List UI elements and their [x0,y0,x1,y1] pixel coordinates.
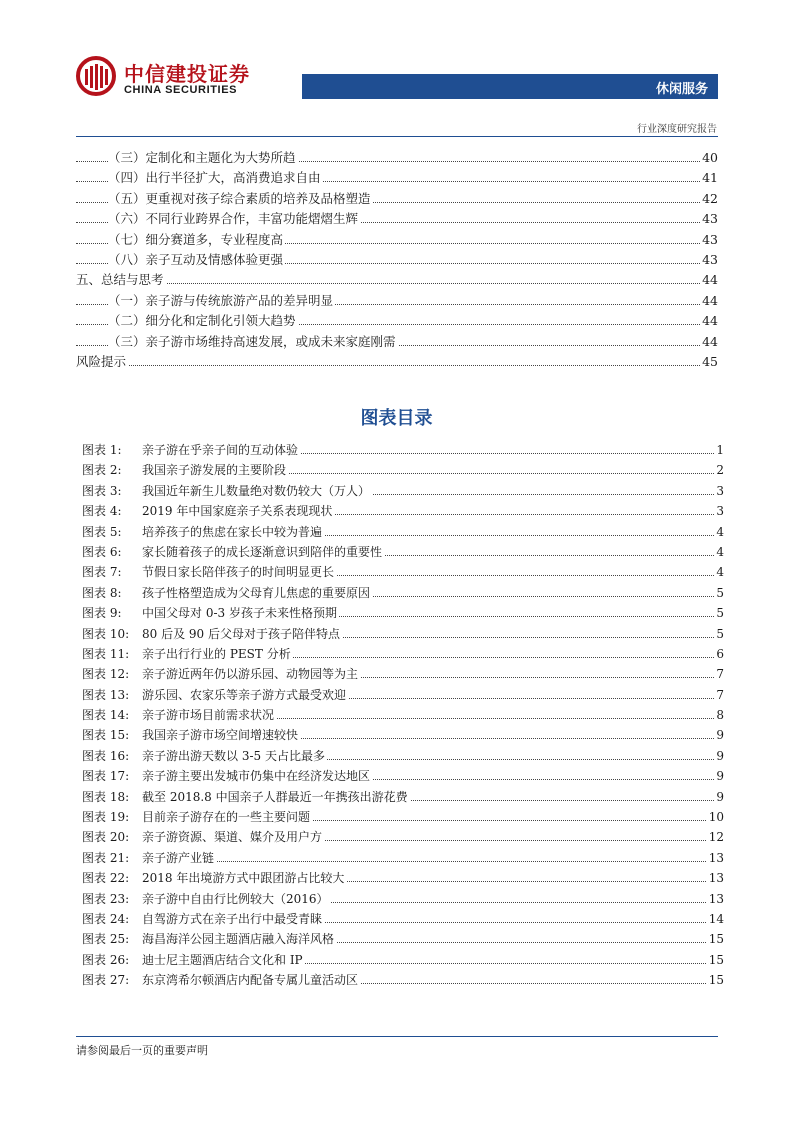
figure-entry-label: 培养孩子的焦虑在家长中较为普遍 [142,522,324,542]
toc-entry[interactable] [76,230,718,250]
figure-entry-number: 图表 24: [82,911,130,926]
figures-title: 图表目录 [360,408,433,429]
toc-entry[interactable] [76,332,718,352]
figure-entry[interactable] [82,909,724,929]
dot-leader [76,283,718,284]
figure-entry-page: 9 [714,725,724,745]
figure-entry[interactable] [82,970,724,990]
figure-entry-page: 7 [714,664,724,684]
figure-entry-page: 4 [714,522,724,542]
figure-entry[interactable] [82,603,724,623]
figure-entry-page: 8 [714,705,724,725]
figure-entry-page: 3 [714,501,724,521]
figure-entry[interactable] [82,542,724,562]
figure-entry[interactable] [82,827,724,847]
figure-entry-label: 我国亲子游市场空间增速较快 [142,725,300,745]
figure-entry-label: 东京湾希尔顿酒店内配备专属儿童活动区 [142,970,360,990]
toc-entry-page: 44 [700,332,718,352]
footer-divider [76,1036,718,1037]
figure-entry-number: 图表 13: [82,687,130,702]
toc-entry[interactable] [76,270,718,290]
toc-entry-label: （七）细分赛道多，专业程度高 [108,230,285,250]
figure-entry[interactable] [82,481,724,501]
table-of-contents [76,148,718,372]
figure-entry[interactable] [82,522,724,542]
toc-entry[interactable] [76,250,718,270]
figure-entry[interactable] [82,868,724,888]
figure-entry-number: 图表 21: [82,850,130,865]
figure-entry-label: 我国亲子游发展的主要阶段 [142,460,288,480]
toc-entry-page: 42 [700,189,718,209]
toc-entry-label: 五、总结与思考 [76,270,166,290]
toc-entry-page: 43 [700,250,718,270]
figure-entry-number: 图表 10: [82,626,130,641]
figure-entry[interactable] [82,807,724,827]
figure-entry-page: 15 [707,970,724,990]
figure-entry-page: 15 [707,950,724,970]
footer-disclaimer-note: 请参阅最后一页的重要声明 [76,1044,208,1057]
page-header [0,0,793,135]
toc-entry-page: 44 [700,311,718,331]
toc-entry[interactable] [76,189,718,209]
figure-entry-label: 亲子游在乎亲子间的互动体验 [142,440,300,460]
figure-entry-label: 家长随着孩子的成长逐渐意识到陪伴的重要性 [142,542,384,562]
figure-entry-page: 5 [714,583,724,603]
figure-entry[interactable] [82,889,724,909]
figure-entry-number: 图表 20: [82,830,130,845]
toc-entry-page: 41 [700,168,718,188]
figure-entry-label: 节假日家长陪伴孩子的时间明显更长 [142,562,336,582]
figure-entry-page: 12 [707,827,724,847]
figure-entry-label: 2019 年中国家庭亲子关系表现现状 [142,501,334,521]
figure-entry[interactable] [82,624,724,644]
figure-entry[interactable] [82,583,724,603]
figure-entry-label: 亲子游中自由行比例较大（2016） [142,889,331,909]
figure-entry-page: 3 [714,481,724,501]
figure-entry-number: 图表 17: [82,769,130,784]
figure-entry[interactable] [82,460,724,480]
figure-entry-page: 10 [707,807,724,827]
toc-entry-label: （三）亲子游市场维持高速发展，或成未来家庭刚需 [108,332,398,352]
figure-entry-page: 9 [714,746,724,766]
figure-entry[interactable] [82,746,724,766]
figure-entry-number: 图表 16: [82,748,130,763]
toc-entry-page: 40 [700,148,718,168]
figure-entry-page: 15 [707,929,724,949]
toc-entry[interactable] [76,168,718,188]
figure-entry-label: 亲子出行行业的 PEST 分析 [142,644,293,664]
figure-entry-label: 自驾游方式在亲子出行中最受青睐 [142,909,324,929]
dot-leader [142,861,724,862]
figure-entry-label: 截至 2018.8 中国亲子人群最近一年携孩出游花费 [142,787,410,807]
figure-entry-number: 图表 3: [82,483,122,498]
figure-entry[interactable] [82,725,724,745]
figure-entry-label: 海昌海洋公园主题酒店融入海洋风格 [142,929,336,949]
toc-entry-label: （五）更重视对孩子综合素质的培养及品格塑造 [108,189,373,209]
logo-english-name: CHINA SECURITIES [124,84,238,96]
figure-entry-page: 9 [714,766,724,786]
figure-entry[interactable] [82,501,724,521]
figure-entry-page: 5 [714,603,724,623]
toc-entry-label: （三）定制化和主题化为大势所趋 [108,148,298,168]
figure-list [82,440,724,991]
toc-entry[interactable] [76,311,718,331]
figure-entry-label: 游乐园、农家乐等亲子游方式最受欢迎 [142,685,348,705]
figure-entry-number: 图表 18: [82,789,130,804]
figure-entry-label: 2018 年出境游方式中跟团游占比较大 [142,868,346,888]
figure-entry-label: 亲子游产业链 [142,848,216,868]
figure-entry[interactable] [82,685,724,705]
figure-entry[interactable] [82,787,724,807]
figure-entry-page: 14 [707,909,724,929]
figure-entry-number: 图表 2: [82,463,122,478]
figure-entry-number: 图表 22: [82,871,130,886]
figure-entry-label: 中国父母对 0-3 岁孩子未来性格预期 [142,603,339,623]
figure-entry-number: 图表 7: [82,565,122,580]
toc-entry-page: 45 [700,352,718,372]
figure-entry-number: 图表 14: [82,708,130,723]
figure-entry-number: 图表 12: [82,667,130,682]
toc-entry-label: （八）亲子互动及情感体验更强 [108,250,285,270]
toc-entry-label: （二）细分化和定制化引领大趋势 [108,311,298,331]
figure-entry-page: 13 [707,868,724,888]
figure-entry-page: 1 [714,440,724,460]
toc-entry-label: 风险提示 [76,352,128,372]
figure-entry-number: 图表 9: [82,606,122,621]
toc-entry-label: （六）不同行业跨界合作，丰富功能熠熠生辉 [108,209,360,229]
figure-entry-page: 9 [714,787,724,807]
toc-entry[interactable] [76,148,718,168]
figure-entry-page: 2 [714,460,724,480]
figure-entry[interactable] [82,766,724,786]
report-type: 行业深度研究报告 [637,124,717,135]
figure-entry-label: 我国近年新生儿数量绝对数仍较大（万人） [142,481,372,501]
figure-entry-number: 图表 4: [82,504,122,519]
figure-entry-page: 6 [714,644,724,664]
toc-entry[interactable] [76,209,718,229]
figure-entry-page: 5 [714,624,724,644]
toc-entry-page: 44 [700,291,718,311]
figure-entry-number: 图表 27: [82,973,130,988]
figure-entry-label: 80 后及 90 后父母对于孩子陪伴特点 [142,624,342,644]
figure-entry-label: 亲子游主要出发城市仍集中在经济发达地区 [142,766,372,786]
figure-entry[interactable] [82,705,724,725]
figure-entry-number: 图表 23: [82,891,130,906]
figure-entry[interactable] [82,664,724,684]
figure-entry-label: 亲子游近两年仍以游乐园、动物园等为主 [142,664,360,684]
dot-leader [76,365,718,366]
figure-entry[interactable] [82,950,724,970]
figure-entry-number: 图表 6: [82,544,122,559]
figure-entry[interactable] [82,440,724,460]
figure-entry-number: 图表 26: [82,952,130,967]
figure-entry-number: 图表 8: [82,585,122,600]
toc-entry[interactable] [76,352,718,372]
figure-entry-label: 迪士尼主题酒店结合文化和 IP [142,950,305,970]
figure-entry-page: 13 [707,848,724,868]
toc-entry[interactable] [76,291,718,311]
figure-entry-number: 图表 11: [82,646,130,661]
header-divider [76,136,718,137]
figure-entry-number: 图表 15: [82,728,130,743]
figure-entry-number: 图表 19: [82,810,130,825]
figure-entry-number: 图表 1: [82,443,122,457]
figure-entry-label: 亲子游资源、渠道、媒介及用户方 [142,827,324,847]
sector-label: 休闲服务 [655,82,708,97]
figure-entry[interactable] [82,644,724,664]
figure-entry-label: 亲子游市场目前需求状况 [142,705,276,725]
figure-entry-page: 13 [707,889,724,909]
logo-chinese-name: 中信建投证券 [124,62,250,86]
figure-entry[interactable] [82,848,724,868]
figure-entry-page: 4 [714,542,724,562]
toc-entry-page: 44 [700,270,718,290]
figure-entry-number: 图表 25: [82,932,130,947]
toc-entry-label: （四）出行半径扩大，高消费追求自由 [108,168,323,188]
figure-entry-label: 孩子性格塑造成为父母育儿焦虑的重要原因 [142,583,372,603]
figure-entry-label: 目前亲子游存在的一些主要问题 [142,807,312,827]
figure-entry[interactable] [82,562,724,582]
toc-entry-page: 43 [700,209,718,229]
figure-entry-label: 亲子游出游天数以 3-5 天占比最多 [142,746,327,766]
figure-entry-page: 7 [714,685,724,705]
sector-banner [302,74,718,99]
citic-logo-icon [76,56,116,96]
figure-entry-page: 4 [714,562,724,582]
toc-entry-page: 43 [700,230,718,250]
toc-entry-label: （一）亲子游与传统旅游产品的差异明显 [108,291,335,311]
figure-entry[interactable] [82,929,724,949]
figure-entry-number: 图表 5: [82,524,122,539]
